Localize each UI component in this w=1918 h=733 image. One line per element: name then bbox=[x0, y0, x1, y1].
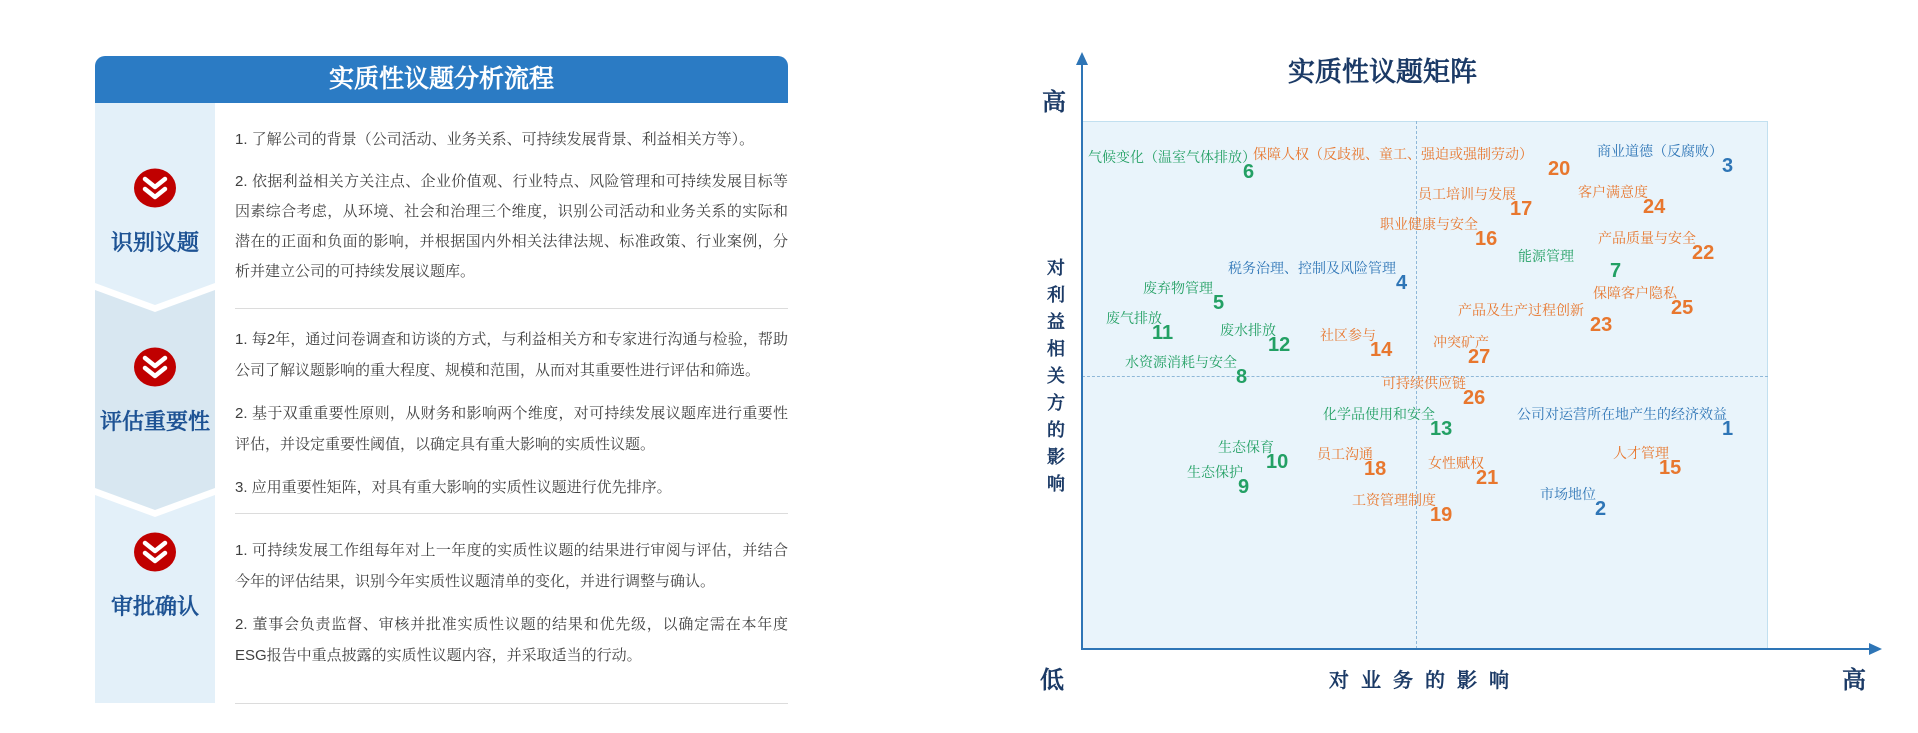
origin-low-label: 低 bbox=[1040, 667, 1064, 694]
paragraph: 2. 基于双重重要性原则，从财务和影响两个维度，对可持续发展议题库进行重要性评估，并设定重要性阈值，以确定具有重大影响的实质性议题。 bbox=[235, 405, 788, 453]
matrix-point-label: 冲突矿产 bbox=[1433, 334, 1489, 350]
matrix-point-number: 11 bbox=[1152, 322, 1174, 344]
matrix-point-label: 公司对运营所在地产生的经济效益 bbox=[1517, 406, 1727, 422]
matrix-point-number: 6 bbox=[1243, 161, 1255, 183]
matrix-point-label: 税务治理、控制及风险管理 bbox=[1228, 260, 1396, 276]
matrix-point-label: 产品及生产过程创新 bbox=[1458, 302, 1584, 318]
matrix-point-number: 22 bbox=[1692, 242, 1715, 264]
matrix-point-number: 16 bbox=[1475, 228, 1498, 250]
matrix-point-label: 可持续供应链 bbox=[1382, 375, 1466, 391]
matrix-point-number: 20 bbox=[1548, 158, 1571, 180]
y-axis-line bbox=[1081, 64, 1083, 650]
y-axis-high-label: 高 bbox=[1042, 89, 1066, 116]
paragraph: 1. 了解公司的背景（公司活动、业务关系、可持续发展背景、利益相关方等）。 bbox=[235, 131, 755, 148]
matrix-point-number: 27 bbox=[1468, 346, 1491, 368]
matrix-point-number: 17 bbox=[1510, 198, 1533, 220]
matrix-point-label: 人才管理 bbox=[1613, 445, 1669, 461]
double-chevron-down-icon bbox=[133, 530, 177, 574]
matrix-point-number: 26 bbox=[1463, 387, 1486, 409]
matrix-point-label: 工资管理制度 bbox=[1352, 492, 1436, 508]
matrix-point-label: 职业健康与安全 bbox=[1380, 216, 1478, 232]
x-axis-title: 对业务的影响 bbox=[1329, 670, 1521, 692]
matrix-point-number: 4 bbox=[1396, 272, 1408, 294]
matrix-point-number: 3 bbox=[1722, 155, 1734, 177]
matrix-point-label: 市场地位 bbox=[1540, 486, 1596, 502]
step-chevron-band-2 bbox=[95, 290, 215, 510]
step-description-identify bbox=[235, 103, 788, 299]
matrix-point-number: 15 bbox=[1659, 457, 1682, 479]
matrix-point-label: 员工沟通 bbox=[1317, 446, 1373, 462]
paragraph: 2. 依据利益相关方关注点、企业价值观、行业特点、风险管理和可持续发展目标等因素综合考虑，从环境、社会和治理三个维度，识别公司活动和业务关系的实际和潜在的正面和负面的影响，并根据国内外相关法律法规、标准政策、行业案例，分析并建立公司的可持续发展议题库。 bbox=[235, 173, 788, 280]
section-divider bbox=[235, 703, 788, 704]
double-chevron-down-icon bbox=[133, 345, 177, 389]
matrix-title: 实质性议题矩阵 bbox=[1288, 57, 1477, 87]
matrix-point-label: 社区参与 bbox=[1320, 327, 1376, 343]
step-label-identify: 识别议题 bbox=[110, 230, 199, 255]
matrix-point-number: 9 bbox=[1238, 476, 1250, 498]
y-axis-arrow-icon bbox=[1076, 52, 1088, 65]
step-label-assess: 评估重要性 bbox=[99, 409, 210, 434]
matrix-point-number: 7 bbox=[1610, 260, 1622, 282]
matrix-point-label: 废水排放 bbox=[1220, 322, 1276, 338]
paragraph: 1. 可持续发展工作组每年对上一年度的实质性议题的结果进行审阅与评估，并结合今年的评估结果，识别今年实质性议题清单的变化，并进行调整与确认。 bbox=[235, 542, 788, 590]
paragraph: 1. 每2年，通过问卷调查和访谈的方式，与利益相关方和专家进行沟通与检验，帮助公司了解议题影响的重大程度、规模和范围，从而对其重要性进行评估和筛选。 bbox=[235, 331, 788, 379]
matrix-point-number: 1 bbox=[1722, 418, 1734, 440]
process-panel-title: 实质性议题分析流程 bbox=[95, 56, 788, 103]
double-chevron-down-icon bbox=[133, 166, 177, 210]
matrix-point-label: 女性赋权 bbox=[1428, 455, 1484, 471]
matrix-point-label: 保障客户隐私 bbox=[1593, 285, 1677, 301]
matrix-point-label: 能源管理 bbox=[1518, 248, 1574, 264]
matrix-point-label: 生态保护 bbox=[1187, 464, 1243, 480]
matrix-point-number: 21 bbox=[1476, 467, 1499, 489]
matrix-point-number: 25 bbox=[1671, 297, 1694, 319]
x-axis-high-label: 高 bbox=[1842, 667, 1866, 694]
matrix-point-label: 废弃物管理 bbox=[1143, 280, 1213, 296]
x-axis-line bbox=[1081, 648, 1871, 650]
matrix-point-label: 气候变化（温室气体排放） bbox=[1088, 149, 1256, 165]
matrix-point-label: 产品质量与安全 bbox=[1598, 230, 1696, 246]
matrix-point-number: 2 bbox=[1595, 498, 1607, 520]
matrix-point-label: 化学品使用和安全 bbox=[1323, 406, 1435, 422]
matrix-point-label: 客户满意度 bbox=[1578, 184, 1648, 200]
matrix-point-label: 保障人权（反歧视、童工、强迫或强制劳动） bbox=[1253, 146, 1533, 162]
matrix-point-label: 商业道德（反腐败） bbox=[1597, 143, 1723, 159]
matrix-point-label: 废气排放 bbox=[1106, 310, 1162, 326]
matrix-point-label: 员工培训与发展 bbox=[1418, 186, 1516, 202]
matrix-point-number: 13 bbox=[1430, 418, 1453, 440]
matrix-point-number: 19 bbox=[1430, 504, 1453, 526]
step-label-approve: 审批确认 bbox=[110, 594, 199, 619]
matrix-point-number: 5 bbox=[1213, 292, 1225, 314]
x-axis-arrow-icon bbox=[1869, 643, 1882, 655]
matrix-point-label: 水资源消耗与安全 bbox=[1125, 354, 1237, 370]
y-axis-title: 对利益相关方的影响 bbox=[1045, 258, 1065, 501]
step-description-assess bbox=[235, 308, 788, 515]
matrix-point-label: 生态保育 bbox=[1218, 439, 1274, 455]
matrix-point-number: 23 bbox=[1590, 314, 1613, 336]
matrix-point-number: 8 bbox=[1236, 366, 1248, 388]
matrix-point-number: 14 bbox=[1370, 339, 1393, 361]
matrix-point-number: 10 bbox=[1266, 451, 1289, 473]
matrix-point-number: 18 bbox=[1364, 458, 1387, 480]
step-description-approve bbox=[235, 513, 788, 683]
paragraph: 2. 董事会负责监督、审核并批准实质性议题的结果和优先级，以确定需在本年度ESG报告中重点披露的实质性议题内容，并采取适当的行动。 bbox=[235, 616, 788, 664]
matrix-point-number: 12 bbox=[1268, 334, 1291, 356]
matrix-point-number: 24 bbox=[1643, 196, 1666, 218]
paragraph: 3. 应用重要性矩阵，对具有重大影响的实质性议题进行优先排序。 bbox=[235, 479, 672, 496]
